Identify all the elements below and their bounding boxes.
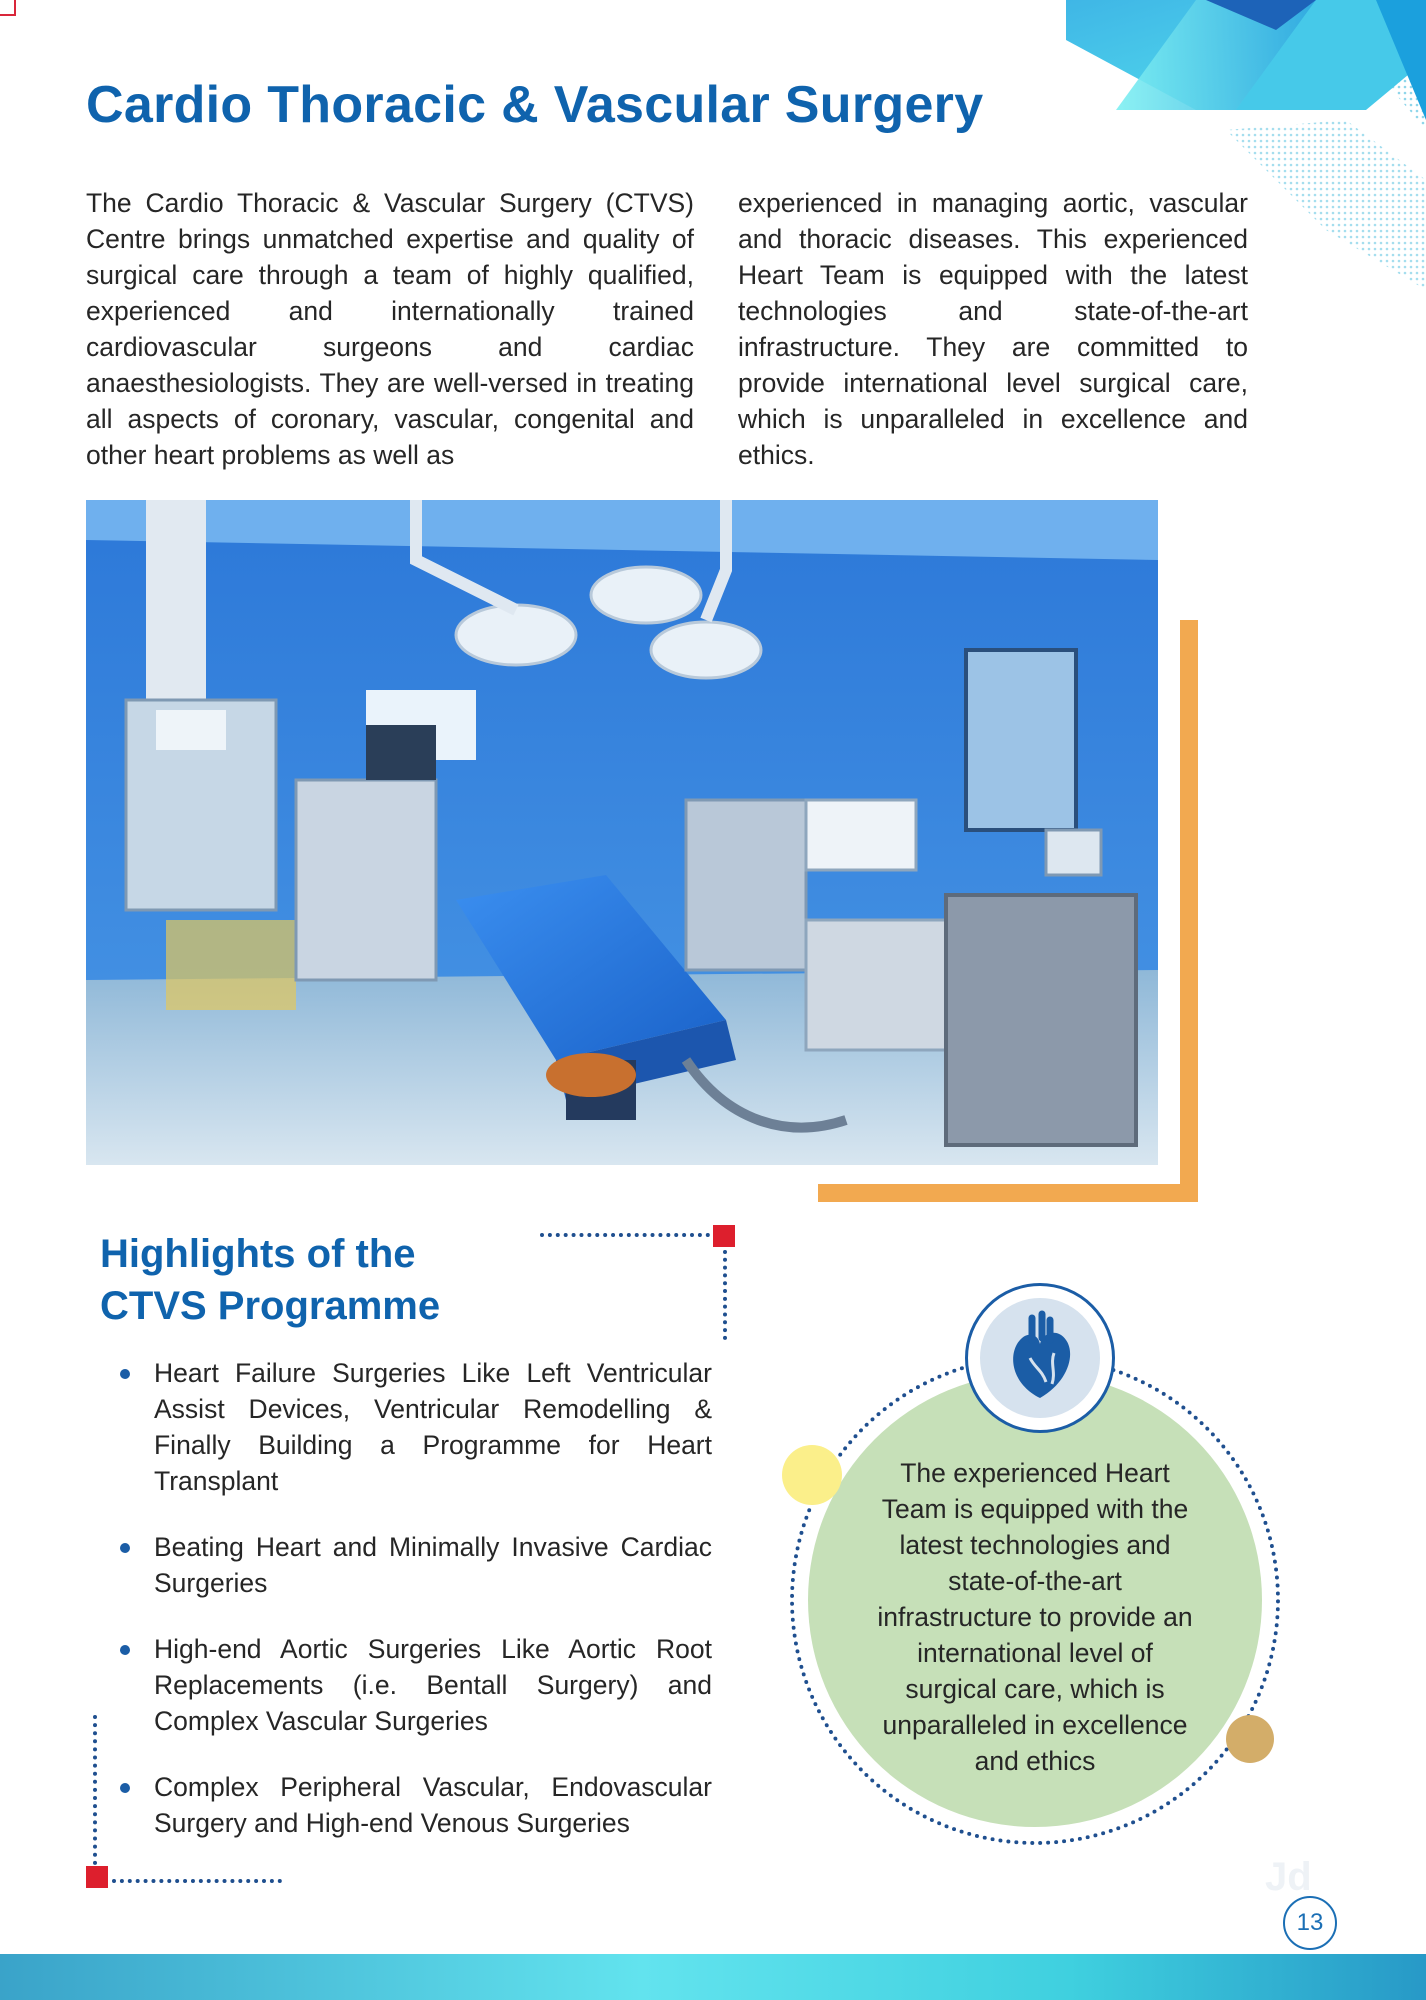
dotted-divider-bottom [112,1879,282,1883]
highlights-list [120,1355,712,1871]
crop-mark-top-left [0,0,16,16]
highlights-title-line-1: Highlights of the [100,1232,416,1276]
dotted-divider-top-vertical [723,1250,727,1340]
watermark-logo: Jd [1265,1855,1312,1899]
dotted-divider-top [540,1233,710,1237]
red-marker-top [713,1225,735,1247]
intro-paragraph-right: experienced in managing aortic, vascular and thoracic diseases. This experienced Heart Team is equipped with the latest technologies and state-of-the-art infrastructure. They are committed to provide international level surgical care, which is unparalleled in excellence and ethics. [738,188,1248,470]
highlights-title-line-2: CTVS Programme [100,1284,441,1328]
footer-bar [0,1954,1426,2000]
red-marker-bottom [86,1866,108,1888]
page-title: Cardio Thoracic & Vascular Surgery [86,76,984,134]
bullet-icon [120,1543,130,1553]
list-item [120,1769,712,1841]
list-item-text: Beating Heart and Minimally Invasive Cardiac Surgeries [154,1532,712,1598]
list-item-text: Complex Peripheral Vascular, Endovascular Surgery and High-end Venous Surgeries [154,1772,712,1838]
list-item [120,1355,712,1499]
bullet-icon [120,1783,130,1793]
bullet-icon [120,1369,130,1379]
list-item-text: Heart Failure Surgeries Like Left Ventricular Assist Devices, Ventricular Remodelling & Finally Building a Programme for Heart Transplant [154,1358,712,1496]
heart-badge [965,1283,1115,1433]
decorative-yellow-dot [782,1445,842,1505]
list-item-text: High-end Aortic Surgeries Like Aortic Root Replacements (i.e. Bentall Surgery) and Complex Vascular Surgeries [154,1634,712,1736]
operating-room-photo [86,500,1158,1165]
callout-text: The experienced Heart Team is equipped with the latest technologies and state-of-the-art infrastructure to provide an international level of surgical care, which is unparalleled in excellence and ethics [877,1458,1193,1776]
decorative-gold-dot [1226,1715,1274,1763]
bullet-icon [120,1645,130,1655]
dotted-divider-bottom-vertical [93,1715,97,1865]
heart-icon [980,1298,1100,1418]
intro-paragraph-left: The Cardio Thoracic & Vascular Surgery (CTVS) Centre brings unmatched expertise and quality of surgical care through a team of highly qualified, experienced and internationally trained cardiovascular surgeons and cardiac anaesthesiologists. They are well-versed in treating all aspects of coronary, vascular, congenital and other heart problems as well as [86,188,694,470]
highlights-title [100,1228,440,1332]
list-item [120,1631,712,1739]
page-number: 13 [1283,1896,1337,1950]
list-item [120,1529,712,1601]
